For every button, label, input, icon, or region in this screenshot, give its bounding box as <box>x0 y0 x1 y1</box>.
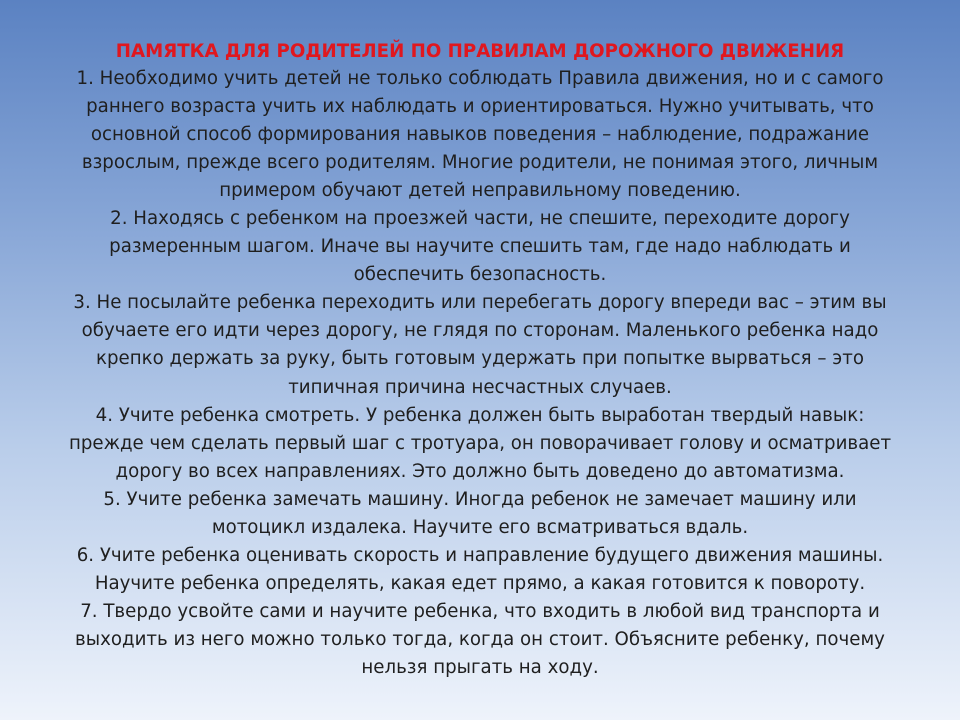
memo-line: 2. Находясь с ребенком на проезжей части, не спешите, переходите дорогу <box>110 208 850 230</box>
memo-line: размеренным шагом. Иначе вы научите спешить там, где надо наблюдать и <box>109 236 851 258</box>
memo-line: крепко держать за руку, быть готовым удержать при попытке вырваться – это <box>96 348 864 370</box>
memo-line: типичная причина несчастных случаев. <box>288 376 672 398</box>
memo-line: 7. Твердо усвойте сами и научите ребенка, что входить в любой вид транспорта и <box>80 600 880 622</box>
memo-line: обучаете его идти через дорогу, не глядя по сторонам. Маленького ребенка надо <box>81 320 879 342</box>
memo-line: 6. Учите ребенка оценивать скорость и направление будущего движения машины. <box>76 544 884 566</box>
memo-line: прежде чем сделать первый шаг с тротуара, он поворачивает голову и осматривает <box>68 432 892 454</box>
memo-line: нельзя прыгать на ходу. <box>361 656 599 678</box>
memo-line: взрослым, прежде всего родителям. Многие родители, не понимая этого, личным <box>81 152 879 174</box>
memo-line: обеспечить безопасность. <box>353 264 607 286</box>
memo-line: 5. Учите ребенка замечать машину. Иногда ребенок не замечает машину или <box>103 488 857 510</box>
memo-line: основной способ формирования навыков поведения – наблюдение, подражание <box>90 124 870 146</box>
memo-line: Научите ребенка определять, какая едет прямо, а какая готовится к повороту. <box>94 572 866 594</box>
memo-line: мотоцикл издалека. Научите его всматриваться вдаль. <box>211 516 749 538</box>
memo-line: 1. Необходимо учить детей не только соблюдать Правила движения, но и с самого <box>76 68 884 89</box>
memo-text <box>30 65 930 682</box>
slide-title: ПАМЯТКА ДЛЯ РОДИТЕЛЕЙ ПО ПРАВИЛАМ ДОРОЖНОГО ДВИЖЕНИЯ <box>115 41 845 62</box>
memo-line: 4. Учите ребенка смотреть. У ребенка должен быть выработан твердый навык: <box>95 404 865 426</box>
memo-line: 3. Не посылайте ребенка переходить или перебегать дорогу впереди вас – этим вы <box>73 292 887 314</box>
memo-line: раннего возраста учить их наблюдать и ориентироваться. Нужно учитывать, что <box>86 96 874 118</box>
slide-content <box>30 38 930 682</box>
memo-line: выходить из него можно только тогда, когда он стоит. Объясните ребенку, почему <box>75 628 885 650</box>
memo-line: примером обучают детей неправильному поведению. <box>219 180 741 202</box>
memo-line: дорогу во всех направлениях. Это должно быть доведено до автоматизма. <box>115 460 845 482</box>
